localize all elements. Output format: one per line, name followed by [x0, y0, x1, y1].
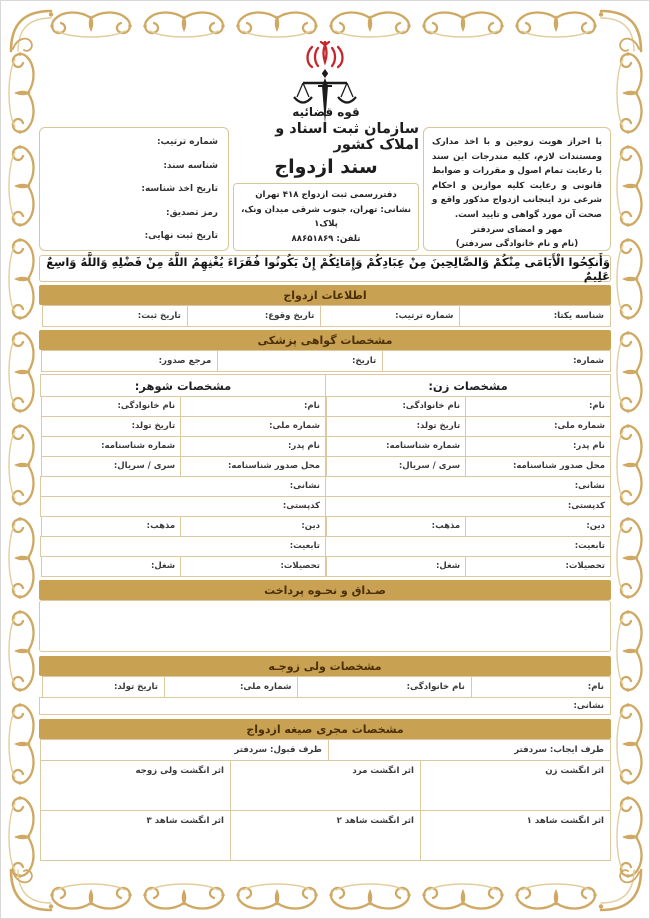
husband-cert-issue-place-field: محل صدور شناسنامه: [180, 456, 326, 477]
husband-occupation-field: شغل: [41, 556, 181, 577]
registration-date-field: تاریخ ثبت: [42, 305, 188, 327]
certification-text: با احراز هویت زوجین و با اخذ مدارک ومستندات لازم، کلیه مندرجات این سند با رعایت تمام اصول و مقررات و ضوابط قانونی و رعایت کلیه موازین و احکام شرعی نزد اینجانب ازدواج مذکور واقع و صحت آن مورد گواهی و تایید است. [432, 137, 602, 220]
registration-meta-box [39, 127, 229, 251]
husband-birth-cert-number-field: شماره شناسنامه: [41, 436, 181, 457]
husband-education-field: تحصیلات: [180, 556, 326, 577]
verification-code-label: رمز تصدیق: [165, 207, 218, 218]
wife-religion-field: دین: [465, 516, 611, 537]
medical-certificate-row [39, 350, 611, 372]
husband-fingerprint-cell: اثر انگشت مرد [230, 760, 421, 811]
document-id-label: شناسه سند: [163, 160, 218, 171]
wife-last-name-field: نام خانوادگی: [326, 396, 466, 417]
guardian-national-id-field: شماره ملی: [164, 676, 298, 698]
marriage-info-row [39, 305, 611, 327]
id-issue-date-label: تاریخ اخذ شناسه: [141, 184, 218, 194]
fingerprints-row-2 [39, 810, 611, 861]
registrar-name-label: (نام و نام خانوادگی سردفتر) [455, 238, 579, 249]
dowry-writing-area [39, 600, 611, 652]
witness2-fingerprint-cell: اثر انگشت شاهد ۲ [230, 810, 421, 861]
header-band [39, 105, 611, 251]
husband-serial-field: سری / سریال: [41, 456, 181, 477]
husband-religion-field: دین: [180, 516, 326, 537]
spouses-section [39, 374, 611, 577]
husband-last-name-field: نام خانوادگی: [41, 396, 181, 417]
wife-nationality-field: تابعیت: [325, 536, 611, 557]
husband-father-name-field: نام پدر: [180, 436, 326, 457]
section-header-medical-certificate: مشخصات گواهی پزشکی [39, 330, 611, 350]
header-center-column [233, 105, 419, 251]
wife-father-name-field: نام پدر: [465, 436, 611, 457]
husband-postal-code-field: کدپستی: [40, 496, 326, 517]
wife-fingerprint-cell: اثر انگشت زن [420, 760, 611, 811]
guardian-fingerprint-cell: اثر انگشت ولی زوجه [40, 760, 231, 811]
wife-birth-cert-number-field: شماره شناسنامه: [326, 436, 466, 457]
serial-number-label: شماره ترتیب: [156, 137, 218, 147]
section-header-guardian: مشخصات ولی زوجـه [39, 656, 611, 676]
medical-issuer-field: مرجع صدور: [41, 350, 218, 372]
sequence-number-field: شماره ترتیب: [320, 305, 460, 327]
section-header-marriage-info: اطلاعات ازدواج [39, 285, 611, 305]
wife-section-title: مشخصات زن: [325, 374, 611, 397]
document-title: سند ازدواج [274, 156, 378, 179]
judiciary-title: قوه قضائیه [292, 105, 360, 120]
guardian-row [39, 676, 611, 698]
occurrence-date-field: تاریخ وقوع: [187, 305, 321, 327]
section-header-officiant: مشخصات مجری صیغه ازدواج [39, 719, 611, 739]
wife-postal-code-field: کدپستی: [325, 496, 611, 517]
guardian-address-field: نشانی: [39, 697, 611, 715]
notary-office-box [233, 183, 419, 251]
final-registration-date-label: تاریخ ثبت نهایی: [144, 231, 218, 241]
wife-national-id-field: شماره ملی: [465, 416, 611, 437]
wife-serial-field: سری / سریال: [326, 456, 466, 477]
section-header-dowry: صـداق و نحـوه پرداخت [39, 580, 611, 600]
stamp-label: مهر و امضای سردفتر [471, 224, 563, 235]
wife-birth-date-field: تاریخ تولد: [326, 416, 466, 437]
wife-education-field: تحصیلات: [465, 556, 611, 577]
wife-occupation-field: شغل: [326, 556, 466, 577]
registrar-certification-box [423, 127, 611, 251]
office-address: نشانی: تهران، جنوب شرقی میدان ونک، پلاک۱ [241, 204, 411, 230]
acceptance-party-field: طرف قبول: سردفتر [40, 739, 329, 761]
husband-sect-field: مذهب: [41, 516, 181, 537]
guardian-first-name-field: نام: [471, 676, 611, 698]
witness1-fingerprint-cell: اثر انگشت شاهد ۱ [420, 810, 611, 861]
husband-first-name-field: نام: [180, 396, 326, 417]
medical-number-field: شماره: [382, 350, 611, 372]
iran-emblem-icon [308, 42, 343, 67]
husband-address-field: نشانی: [40, 476, 326, 497]
officiant-parties-row [39, 739, 611, 761]
wife-sect-field: مذهب: [326, 516, 466, 537]
office-phone: تلفن: ۸۸۶۵۱۸۶۹ [291, 233, 361, 244]
organization-title: سازمان ثبت اسناد و املاک کشور [275, 121, 419, 154]
unique-id-field: شناسه یکتا: [459, 305, 611, 327]
wife-address-field: نشانی: [325, 476, 611, 497]
office-name: دفتررسمی ثبت ازدواج ۴۱۸ تهران [255, 190, 397, 201]
wife-cert-issue-place-field: محل صدور شناسنامه: [465, 456, 611, 477]
guardian-birth-date-field: تاریخ تولد: [42, 676, 165, 698]
husband-nationality-field: تابعیت: [40, 536, 326, 557]
form-content [39, 105, 611, 861]
quran-verse-bar: وَأَنکِحُوا الْأَیَامَی مِنْکُمْ وَالصَّالِحِینَ مِنْ عِبَادِکُمْ وَإِمَائِکُمْ إِنْ یَکُونُوا فُقَرَاءَ یُغْنِهِمُ اللَّهُ مِنْ فَضْلِهِ وَاللَّهُ وَاسِعٌ عَلِیمٌ [39, 255, 611, 282]
husband-national-id-field: شماره ملی: [180, 416, 326, 437]
guardian-last-name-field: نام خانوادگی: [297, 676, 471, 698]
wife-column [325, 374, 611, 577]
husband-section-title: مشخصات شوهر: [40, 374, 326, 397]
wife-first-name-field: نام: [465, 396, 611, 417]
witness3-fingerprint-cell: اثر انگشت شاهد ۳ [40, 810, 231, 861]
husband-birth-date-field: تاریخ تولد: [41, 416, 181, 437]
guardian-address-row [39, 697, 611, 715]
husband-column [40, 374, 326, 577]
fingerprints-row-1 [39, 760, 611, 811]
registrar-stamp-area [432, 223, 602, 251]
offer-party-field: طرف ایجاب: سردفتر [328, 739, 611, 761]
medical-date-field: تاریخ: [217, 350, 383, 372]
